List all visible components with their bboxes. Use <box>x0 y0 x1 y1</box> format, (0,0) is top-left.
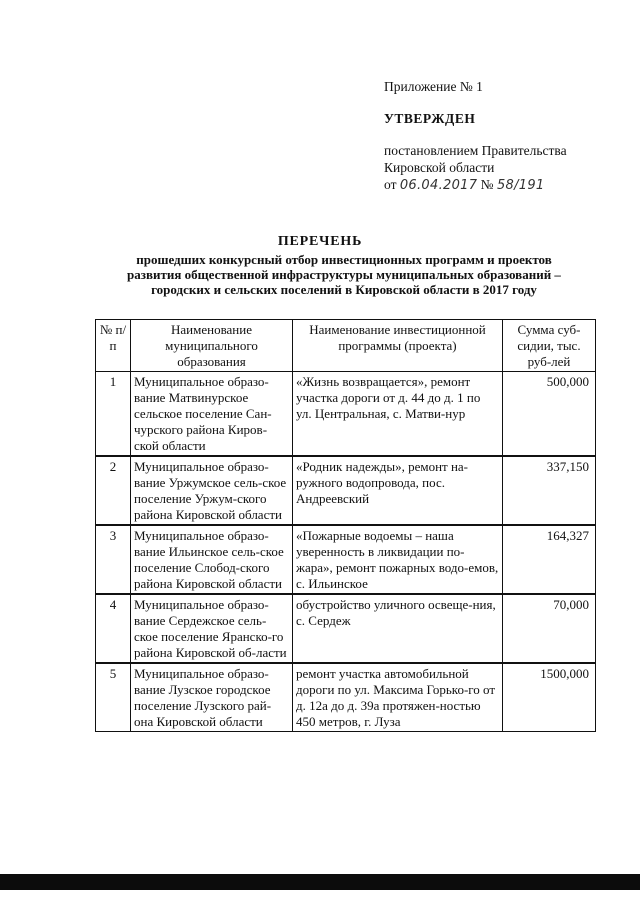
document-title: ПЕРЕЧЕНЬ <box>277 234 363 249</box>
row-number: 3 <box>96 525 131 594</box>
row-sum: 164,327 <box>503 525 596 594</box>
row-program: «Жизнь возвращается», ремонт участка дороги от д. 44 до д. 1 по ул. Центральная, с. Матви-нур <box>293 372 503 457</box>
approved-label: УТВЕРЖДЕН <box>384 111 476 126</box>
header-sum: Сумма суб-сидии, тыс. руб-лей <box>503 320 596 372</box>
subtitle-line-3: городских и сельских поселений в Кировской области в 2017 году <box>151 282 537 297</box>
decree-date-line <box>384 176 624 194</box>
table-row <box>96 372 596 457</box>
row-number: 4 <box>96 594 131 663</box>
row-program: «Пожарные водоемы – наша уверенность в ликвидации по-жара», ремонт пожарных водо-емов, с. Ильинское <box>293 525 503 594</box>
table-row <box>96 594 596 663</box>
decree-line-1: постановлением Правительства <box>384 143 567 158</box>
subtitle-line-2: развития общественной инфраструктуры муниципальных образований – <box>127 267 561 282</box>
appendix-label: Приложение № 1 <box>384 79 483 94</box>
row-number: 5 <box>96 663 131 732</box>
approval-block <box>384 78 624 194</box>
table-row <box>96 456 596 525</box>
table-row <box>96 663 596 732</box>
header-program: Наименование инвестиционной программы (проекта) <box>293 320 503 372</box>
table-row <box>96 525 596 594</box>
table-header-row <box>96 320 596 372</box>
header-municipality: Наименование муниципального образования <box>131 320 293 372</box>
date-prefix: от <box>384 177 397 192</box>
subtitle-line-1: прошедших конкурсный отбор инвестиционных программ и проектов <box>136 252 552 267</box>
decree-line-2: Кировской области <box>384 160 495 175</box>
number-prefix: № <box>480 177 494 192</box>
row-number: 1 <box>96 372 131 457</box>
header-number: № п/п <box>96 320 131 372</box>
programs-table <box>95 319 596 732</box>
handwritten-number: 58/191 <box>496 178 545 193</box>
row-sum: 1500,000 <box>503 663 596 732</box>
row-sum: 70,000 <box>503 594 596 663</box>
row-program: ремонт участка автомобильной дороги по ул. Максима Горько-го от д. 12а до д. 39а протяжен-ностью 450 метров, г. Луза <box>293 663 503 732</box>
row-program: обустройство уличного освеще-ния, с. Сердеж <box>293 594 503 663</box>
row-municipality: Муниципальное образо-вание Лузское городское поселение Лузского рай-она Кировской области <box>131 663 293 732</box>
document-subtitle <box>84 252 604 297</box>
handwritten-date: 06.04.2017 <box>399 178 478 193</box>
row-sum: 337,150 <box>503 456 596 525</box>
row-program: «Родник надежды», ремонт на-ружного водопровода, пос. Андреевский <box>293 456 503 525</box>
row-sum: 500,000 <box>503 372 596 457</box>
row-municipality: Муниципальное образо-вание Матвинурское сельское поселение Сан-чурского района Киров-ской области <box>131 372 293 457</box>
scan-edge-bar <box>0 874 640 890</box>
row-municipality: Муниципальное образо-вание Уржумское сель-ское поселение Уржум-ского района Кировской области <box>131 456 293 525</box>
row-municipality: Муниципальное образо-вание Ильинское сель-ское поселение Слобод-ского района Кировской области <box>131 525 293 594</box>
row-number: 2 <box>96 456 131 525</box>
row-municipality: Муниципальное образо-вание Сердежское сель-ское поселение Яранско-го района Кировской об-ласти <box>131 594 293 663</box>
